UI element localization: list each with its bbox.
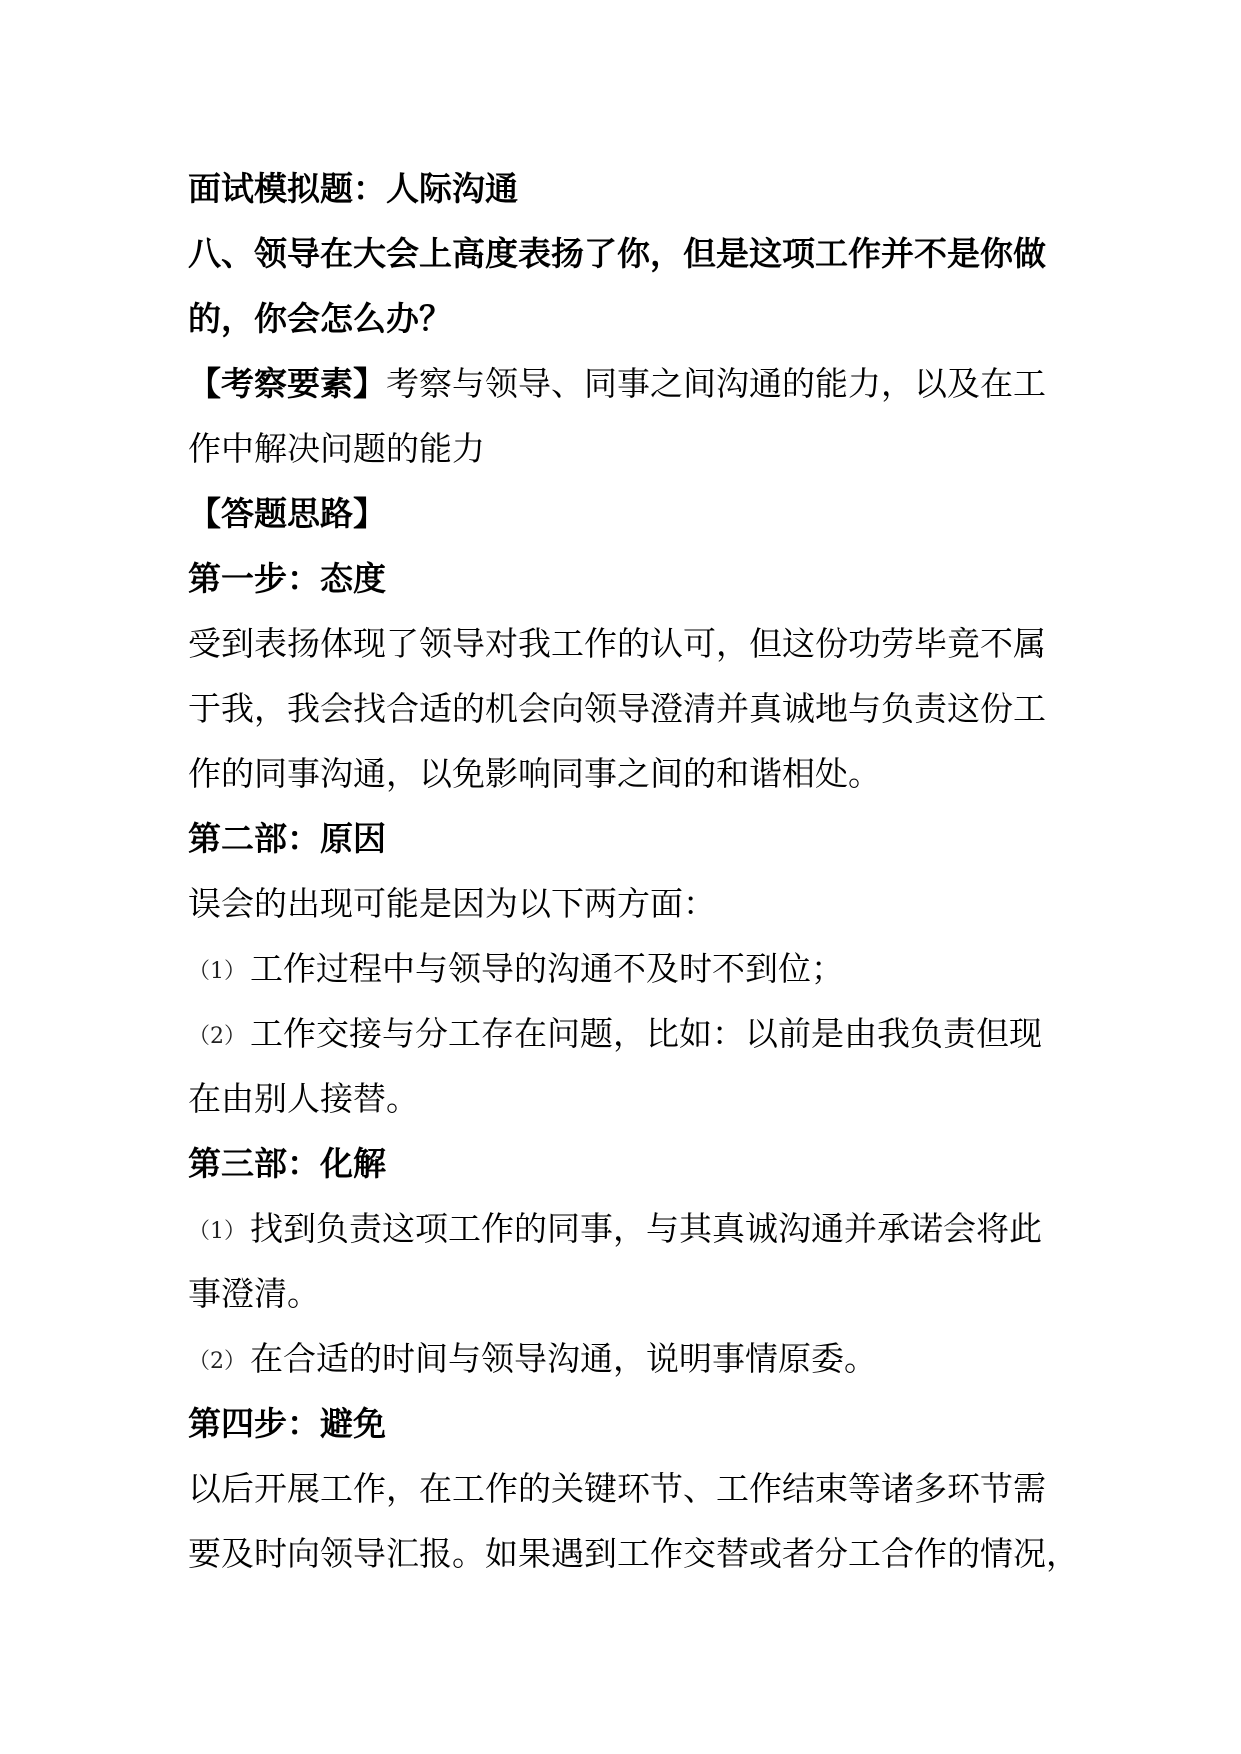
factors-paragraph-line-1	[188, 351, 1068, 416]
step3-item-1	[188, 1196, 1068, 1261]
step4-heading: 第四步：避免	[188, 1404, 386, 1443]
factors-text-2: 作中解决问题的能力	[188, 429, 485, 468]
step2-item-2-text-1: 工作交接与分工存在问题，比如：以前是由我负责但现	[250, 1014, 1042, 1053]
step3-item-1-number: （1）	[188, 1219, 246, 1244]
question-line-2: 的，你会怎么办？	[188, 299, 452, 338]
step2-intro: 误会的出现可能是因为以下两方面：	[188, 884, 716, 923]
step3-item-2-text: 在合适的时间与领导沟通，说明事情原委。	[250, 1339, 877, 1378]
step1-line-1: 受到表扬体现了领导对我工作的认可，但这份功劳毕竟不属	[188, 624, 1046, 663]
step2-heading: 第二部：原因	[188, 819, 386, 858]
question-line-1: 八、领导在大会上高度表扬了你，但是这项工作并不是你做	[188, 234, 1046, 273]
step3-item-1-text-2: 事澄清。	[188, 1274, 320, 1313]
step4-line-2: 要及时向领导汇报。如果遇到工作交替或者分工合作的情况，	[188, 1534, 1079, 1573]
factors-text-1: 考察与领导、同事之间沟通的能力，以及在工	[386, 364, 1046, 403]
step3-heading: 第三部：化解	[188, 1144, 386, 1183]
step3-item-2-number: （2）	[188, 1349, 246, 1374]
step3-item-2	[188, 1326, 1068, 1391]
factors-label: 【考察要素】	[188, 364, 386, 403]
step4-line-1: 以后开展工作，在工作的关键环节、工作结束等诸多环节需	[188, 1469, 1046, 1508]
step3-item-1-text-1: 找到负责这项工作的同事，与其真诚沟通并承诺会将此	[250, 1209, 1042, 1248]
step2-item-2-number: （2）	[188, 1024, 246, 1049]
step1-line-3: 作的同事沟通，以免影响同事之间的和谐相处。	[188, 754, 881, 793]
step1-line-2: 于我，我会找合适的机会向领导澄清并真诚地与负责这份工	[188, 689, 1046, 728]
step2-item-1-number: （1）	[188, 959, 246, 984]
step2-item-1-text: 工作过程中与领导的沟通不及时不到位；	[250, 949, 844, 988]
document-title: 面试模拟题：人际沟通	[188, 169, 518, 208]
approach-label: 【答题思路】	[188, 494, 386, 533]
step2-item-1	[188, 936, 1068, 1001]
document-page	[188, 156, 1079, 1586]
step1-heading: 第一步：态度	[188, 559, 386, 598]
step2-item-2	[188, 1001, 1068, 1066]
step2-item-2-text-2: 在由别人接替。	[188, 1079, 419, 1118]
